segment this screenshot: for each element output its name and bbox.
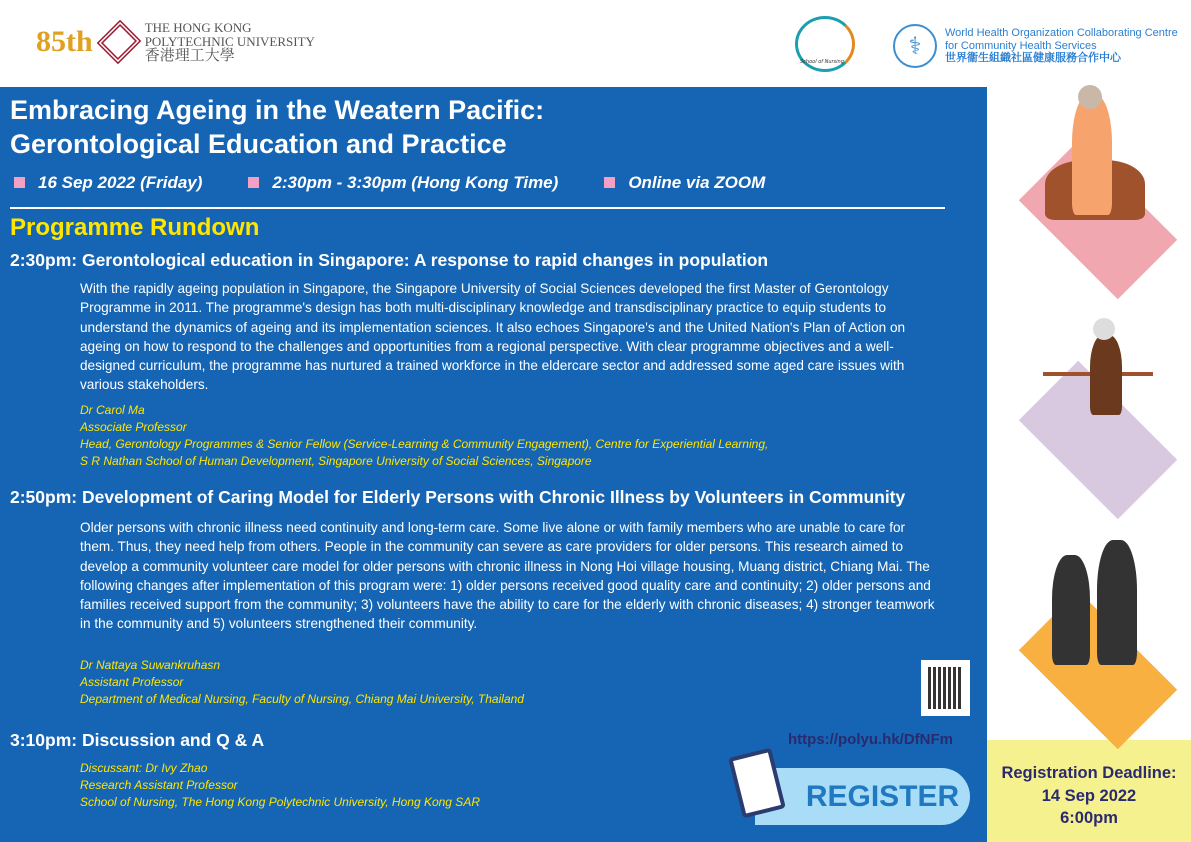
- speaker-name: Dr Carol Ma: [80, 403, 145, 417]
- date-text: 16 Sep 2022 (Friday): [38, 173, 203, 192]
- who-emblem-icon: ⚕: [893, 24, 937, 68]
- who-text-chinese: 世界衞生組織社區健康服務合作中心: [945, 52, 1121, 65]
- speaker-info: [80, 657, 524, 708]
- speaker-name: Discussant: Dr Ivy Zhao: [80, 761, 208, 775]
- session-heading: 2:30pm: Gerontological education in Singapore: A response to rapid changes in population: [10, 250, 769, 270]
- speaker-affiliation: Department of Medical Nursing, Faculty of Nursing, Chiang Mai University, Thailand: [80, 692, 524, 706]
- session-description: With the rapidly ageing population in Singapore, the Singapore University of Social Sciences developed the first Master of Gerontology Programme in 2011. The programme's design has both multi-disciplinary knowledge and transdisciplinary practice to equip students to understand the dynamics of ageing and its implementation sciences. It also echoes Singapore's and the United Nation's Plan of Action on ageing on how to respond to the challenges and opportunities from a regional perspective. With clear programme objectives and a well-designed curriculum, the programme has nurtured a trained workforce in the eldercare sector and addressed some aged care issues with various stakeholders.: [80, 281, 906, 393]
- header: [0, 0, 1191, 87]
- event-time: [248, 173, 558, 193]
- who-logo: [893, 24, 1178, 68]
- who-text-line: for Community Health Services: [945, 39, 1097, 52]
- anniversary-mark: 85th: [36, 25, 93, 58]
- event-venue: [604, 173, 765, 193]
- registration-deadline: [987, 740, 1191, 842]
- time-text: 2:30pm - 3:30pm (Hong Kong Time): [272, 173, 559, 192]
- event-date: [14, 173, 202, 193]
- polyu-knot-icon: [96, 20, 141, 65]
- speaker-affiliation: Head, Gerontology Programmes & Senior Fellow (Service-Learning & Community Engagement), Centre for Experiential Learning,: [80, 437, 769, 451]
- school-of-nursing-logo: [795, 16, 855, 72]
- speaker-title: Associate Professor: [80, 420, 187, 434]
- rundown-heading: Programme Rundown: [10, 214, 260, 241]
- speaker-name: Dr Nattaya Suwankruhasn: [80, 658, 221, 672]
- deadline-date: 14 Sep 2022: [1041, 786, 1137, 805]
- session-description: Older persons with chronic illness need continuity and long-term care. Some live alone or with family members who are unable to care for them. Thus, they need help from others. People in the community can severe as care providers for older persons. This research aimed to develop a community volunteer care model for older persons with chronic illness in Nong Hoi village housing, Muang district, Chiang Mai. The following changes after implementation of this program were: 1) older persons received good quality care and continuity; 2) older persons and families received support from the community; 3) volunteers have the ability to care for the elderly with chronic diseases; 4) stronger teamwork in the community and 5) volunteers strengthened their community.: [80, 520, 935, 632]
- main-panel: [0, 87, 987, 842]
- speaker-title: Research Assistant Professor: [80, 778, 238, 792]
- registration-link[interactable]: https://polyu.hk/DfNFm: [788, 731, 953, 748]
- speaker-info: [80, 402, 768, 470]
- speaker-affiliation: School of Nursing, The Hong Kong Polytechnic University, Hong Kong SAR: [80, 795, 480, 809]
- bullet-icon: [248, 177, 259, 188]
- register-button[interactable]: REGISTER: [755, 768, 970, 825]
- divider: [10, 207, 945, 209]
- title-line: Gerontological Education and Practice: [10, 129, 507, 159]
- who-text-line: World Health Organization Collaborating Centre: [945, 27, 1178, 40]
- polyu-name-chinese: 香港理工大學: [144, 48, 235, 64]
- deadline-label: Registration Deadline:: [1001, 764, 1177, 782]
- title-line: Embracing Ageing in the Weatern Pacific:: [10, 95, 545, 125]
- session-heading: 2:50pm: Development of Caring Model for Elderly Persons with Chronic Illness by Volunteers in Community: [10, 487, 906, 507]
- event-title: [10, 93, 544, 161]
- polyu-logo: [36, 20, 315, 64]
- nursing-logo-text: School of Nursing: [800, 59, 844, 65]
- qr-code[interactable]: [921, 660, 970, 716]
- polyu-name-line: POLYTECHNIC UNIVERSITY: [144, 34, 315, 49]
- speaker-info: [80, 760, 480, 811]
- deadline-time: 6:00pm: [1060, 809, 1118, 827]
- speaker-title: Assistant Professor: [80, 675, 184, 689]
- bullet-icon: [14, 177, 25, 188]
- polyu-name-line: THE HONG KONG: [144, 20, 252, 35]
- event-meta: [14, 173, 765, 193]
- session-heading: 3:10pm: Discussion and Q & A: [10, 730, 265, 750]
- venue-text: Online via ZOOM: [628, 173, 766, 192]
- bullet-icon: [604, 177, 615, 188]
- speaker-affiliation: S R Nathan School of Human Development, Singapore University of Social Sciences, Singapore: [80, 454, 592, 468]
